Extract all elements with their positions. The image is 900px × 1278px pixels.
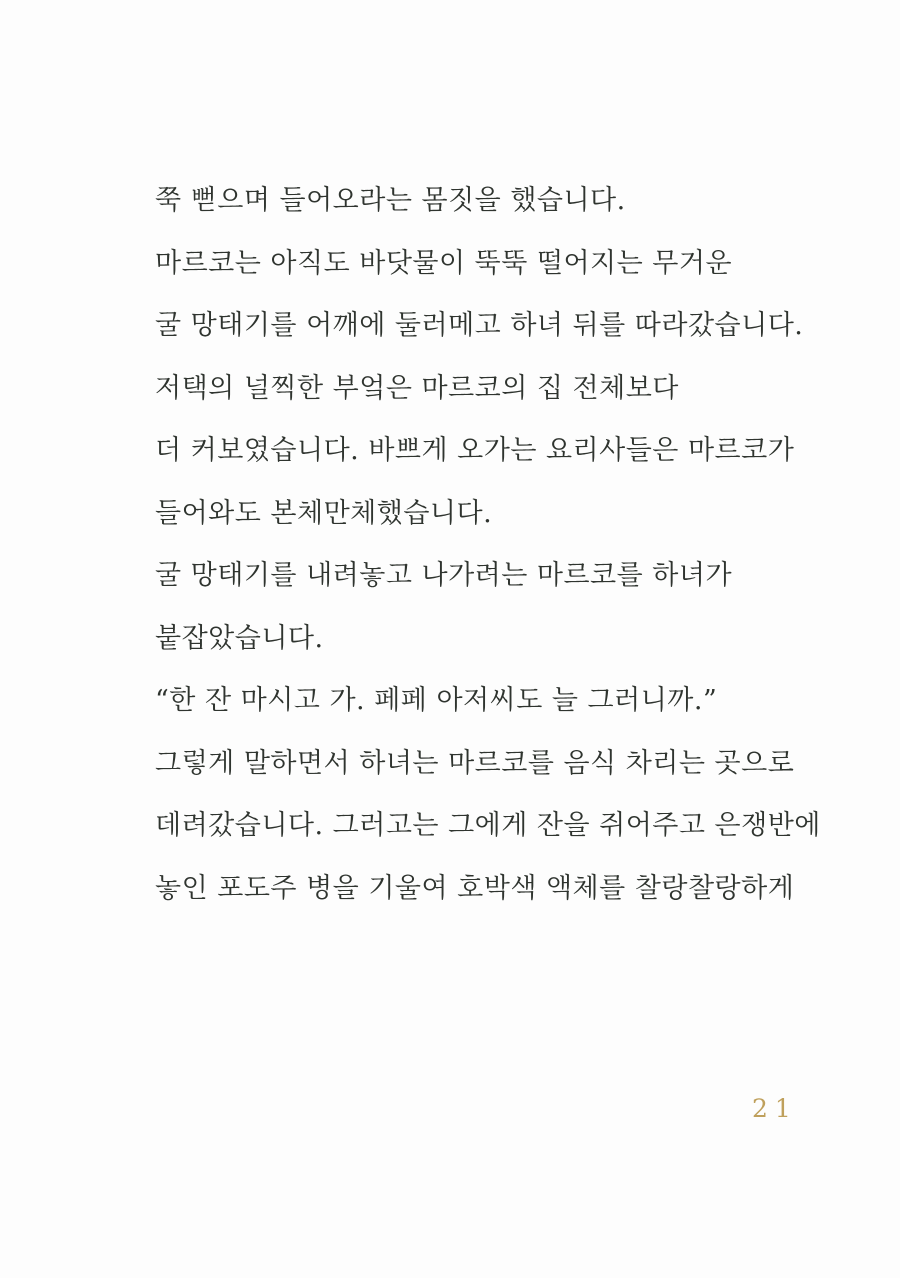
text-line: 들어와도 본체만체했습니다. — [155, 497, 493, 529]
text-line: 더 커보였습니다. 바쁘게 오가는 요리사들은 마르코가 — [155, 435, 795, 466]
body-text — [155, 170, 821, 920]
text-line: “한 잔 마시고 가. 페페 아저씨도 늘 그러니까.” — [155, 685, 718, 716]
text-line: 저택의 널찍한 부엌은 마르코의 집 전체보다 — [155, 372, 679, 404]
text-line: 그렇게 말하면서 하녀는 마르코를 음식 차리는 곳으로 — [155, 747, 795, 779]
text-line: 굴 망태기를 내려놓고 나가려는 마르코를 하녀가 — [155, 560, 733, 591]
text-line: 쭉 뻗으며 들어오라는 몸짓을 했습니다. — [155, 185, 626, 216]
text-line: 붙잡았습니다. — [155, 622, 324, 654]
page-number: 21 — [752, 1094, 798, 1123]
text-line: 굴 망태기를 어깨에 둘러메고 하녀 뒤를 따라갔습니다. — [155, 310, 804, 341]
text-line: 놓인 포도주 병을 기울여 호박색 액체를 찰랑찰랑하게 — [155, 872, 795, 904]
text-line: 데려갔습니다. 그러고는 그에게 잔을 쥐어주고 은쟁반에 — [155, 810, 821, 841]
text-line: 마르코는 아직도 바닷물이 뚝뚝 떨어지는 무거운 — [155, 247, 733, 279]
